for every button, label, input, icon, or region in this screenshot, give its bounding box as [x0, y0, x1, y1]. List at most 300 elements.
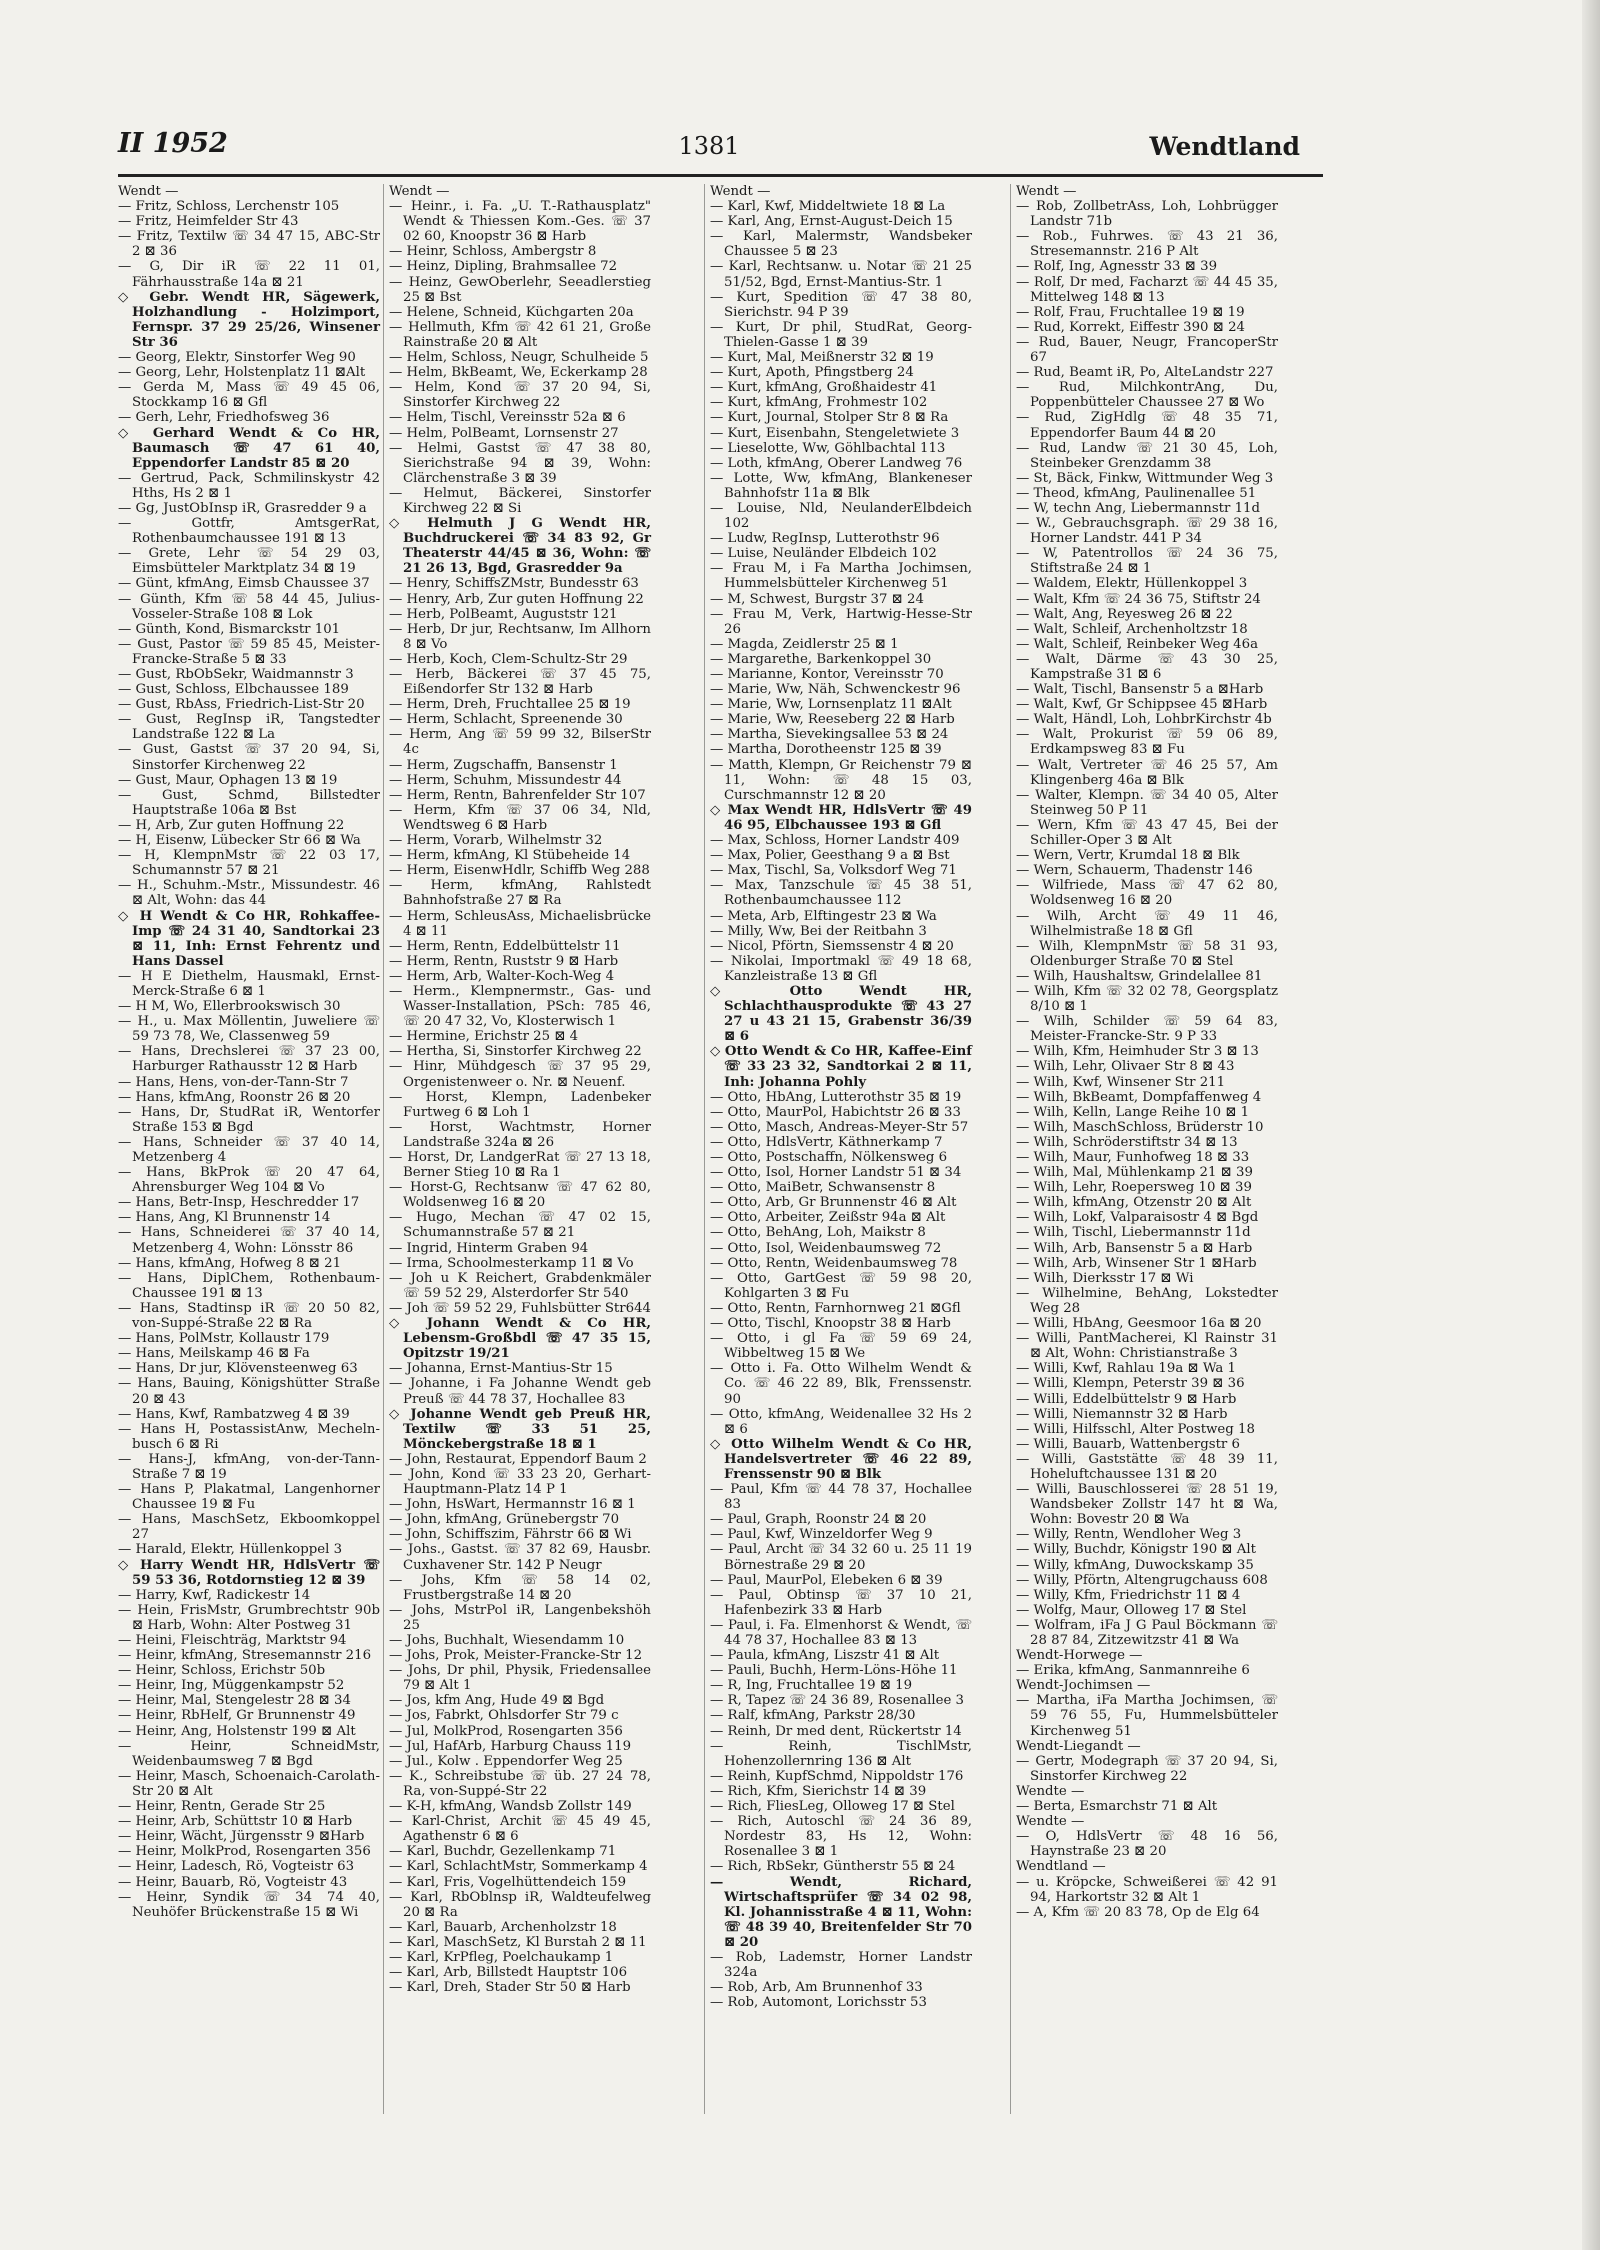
directory-entry: — Heinr, Ang, Holstenstr 199 ⊠ Alt: [118, 1723, 356, 1739]
directory-entry: — Kurt, kfmAng, Großhaidestr 41: [710, 380, 938, 396]
directory-entry: — Walt, Prokurist ☏ 59 06 89, Erdkampsweg 83 ⊠ Fu: [1016, 727, 1278, 758]
directory-entry: — Reinh, TischlMstr, Hohenzollernring 136 ⊠ Alt: [710, 1738, 972, 1769]
directory-entry: — Reinh, Dr med dent, Rückertstr 14: [710, 1723, 962, 1739]
directory-entry: — Paul, MaurPol, Elebeken 6 ⊠ 39: [710, 1572, 943, 1588]
directory-entry: — Karl, Ang, Ernst-August-Deich 15: [710, 214, 953, 230]
directory-entry: — Herm, Vorarb, Wilhelmstr 32: [389, 833, 603, 849]
directory-entry: ◇ Johann Wendt & Co HR, Lebensm-Großbdl ☏ 47 35 15, Opitzstr 19/21: [389, 1316, 651, 1362]
directory-entry: — Hans, kfmAng, Roonstr 26 ⊠ 20: [118, 1089, 351, 1105]
directory-entry: — Paul, Obtinsp ☏ 37 10 21, Hafenbezirk 33 ⊠ Harb: [710, 1587, 972, 1618]
directory-entry: — Heinr, Ladesch, Rö, Vogteistr 63: [118, 1859, 355, 1875]
directory-entry: — John, Schiffszim, Fährstr 66 ⊠ Wi: [389, 1527, 632, 1543]
directory-entry: — Jos, Fabrkt, Ohlsdorfer Str 79 c: [389, 1708, 619, 1724]
directory-entry: — Wilh, Haushaltsw, Grindelallee 81: [1016, 968, 1263, 984]
directory-entry: — Otto, Isol, Weidenbaumsweg 72: [710, 1240, 942, 1256]
directory-entry: — Wilfriede, Mass ☏ 47 62 80, Woldsenweg 16 ⊠ 20: [1016, 878, 1278, 909]
directory-entry: — Wilh, Kwf, Winsener Str 211: [1016, 1074, 1226, 1090]
directory-entry: — Rud, Landw ☏ 21 30 45, Loh, Steinbeker Grenzdamm 38: [1016, 440, 1278, 471]
directory-entry: — Wilh, Lehr, Olivaer Str 8 ⊠ 43: [1016, 1059, 1235, 1075]
directory-entry: — Gust, Schloss, Elbchaussee 189: [118, 682, 349, 698]
directory-entry: — Herm, Ang ☏ 59 99 32, BilserStr 4c: [389, 727, 651, 758]
directory-entry: — Marie, Ww, Lornsenplatz 11 ⊠Alt: [710, 697, 952, 713]
directory-entry: — Gerh, Lehr, Friedhofsweg 36: [118, 410, 330, 426]
directory-entry: Wendt —: [1016, 184, 1077, 199]
directory-entry: — Herm, SchleusAss, Michaelisbrücke 4 ⊠ 11: [389, 908, 651, 939]
directory-entry: — Herm, Rentn, Bahrenfelder Str 107: [389, 787, 646, 803]
directory-entry: — John, HsWart, Hermannstr 16 ⊠ 1: [389, 1497, 636, 1513]
directory-entry: — Milly, Ww, Bei der Reitbahn 3: [710, 923, 927, 939]
directory-entry: — Heinr, Wächt, Jürgensstr 9 ⊠Harb: [118, 1829, 365, 1845]
directory-entry: — Karl, Rechtsanw. u. Notar ☏ 21 25 51/52, Bgd, Ernst-Mantius-Str. 1: [710, 259, 972, 290]
directory-entry: — Jul., Kolw . Eppendorfer Weg 25: [389, 1753, 623, 1769]
directory-entry: — Hans, Bauing, Königshütter Straße 20 ⊠ 43: [118, 1376, 380, 1407]
directory-entry: — Karl, Bauarb, Archenholzstr 18: [389, 1919, 617, 1935]
directory-entry: Wendt —: [389, 184, 450, 199]
directory-entry: — Hermine, Erichstr 25 ⊠ 4: [389, 1029, 579, 1045]
directory-entry: — Helmut, Bäckerei, Sinstorfer Kirchweg 22 ⊠ Si: [389, 485, 651, 516]
directory-entry: — Paul, i. Fa. Elmenhorst & Wendt, ☏ 44 78 37, Hochallee 83 ⊠ 13: [710, 1617, 972, 1648]
directory-entry: — Willi, Bauarb, Wattenbergstr 6: [1016, 1436, 1240, 1452]
directory-entry: — Joh u K Reichert, Grabdenkmäler ☏ 59 52 29, Alsterdorfer Str 540: [389, 1270, 651, 1301]
page-header: [118, 128, 1300, 168]
directory-entry: — Wilh, Kelln, Lange Reihe 10 ⊠ 1: [1016, 1104, 1250, 1120]
directory-entry: — Heinr, Bauarb, Rö, Vogteistr 43: [118, 1874, 348, 1890]
directory-entry: — Paul, Kfm ☏ 44 78 37, Hochallee 83: [710, 1482, 972, 1513]
directory-entry: — Hans, Stadtinsp iR ☏ 20 50 82, von-Suppé-Straße 22 ⊠ Ra: [118, 1300, 380, 1332]
directory-entry: — Herm, kfmAng, Rahlstedt Bahnhofstraße 27 ⊠ Ra: [389, 878, 651, 909]
directory-entry: — Marie, Ww, Reeseberg 22 ⊠ Harb: [710, 712, 955, 728]
directory-entry: — Horst, Dr, LandgerRat ☏ 27 13 18, Berner Stieg 10 ⊠ Ra 1: [389, 1150, 651, 1181]
directory-entry: — Willi, Bauschlosserei ☏ 28 51 19, Wandsbeker Zollstr 147 ht ⊠ Wa, Wohn: Bovestr 20 ⊠ Wa: [1016, 1482, 1278, 1528]
directory-entry: — Luise, Neuländer Elbdeich 102: [710, 546, 937, 562]
directory-entry: — Rud, MilchkontrAng, Du, Poppenbütteler Chaussee 27 ⊠ Wo: [1016, 380, 1278, 411]
directory-entry: — Rob, Arb, Am Brunnenhof 33: [710, 1980, 923, 1996]
directory-entry: — Jul, HafArb, Harburg Chauss 119: [389, 1738, 632, 1754]
directory-entry: — H., u. Max Möllentin, Juweliere ☏ 59 73 78, We, Classenweg 59: [118, 1014, 380, 1045]
directory-entry: — Hans, Drechslerei ☏ 37 23 00, Harburger Rathausstr 12 ⊠ Harb: [118, 1044, 380, 1075]
directory-entry: — Hinr, Mühdgesch ☏ 37 95 29, Orgenistenweer o. Nr. ⊠ Neuenf.: [389, 1059, 651, 1090]
directory-entry: — Henry, Arb, Zur guten Hoffnung 22: [389, 591, 644, 607]
directory-entry: — Otto, HbAng, Lutterothstr 35 ⊠ 19: [710, 1089, 962, 1105]
column-divider: [383, 184, 384, 2114]
directory-entry: — Gg, JustObInsp iR, Grasredder 9 a: [118, 500, 367, 516]
directory-entry: — Wilh, Lokf, Valparaisostr 4 ⊠ Bgd: [1016, 1210, 1259, 1226]
directory-entry: — Rob, Lademstr, Horner Landstr 324a: [710, 1949, 972, 1981]
directory-entry: — Hans-J, kfmAng, von-der-Tann-Straße 7 ⊠ 19: [118, 1451, 380, 1482]
directory-entry: — Karl, MaschSetz, Kl Burstah 2 ⊠ 11: [389, 1934, 647, 1950]
directory-entry: — Wilh, Lehr, Roepersweg 10 ⊠ 39: [1016, 1180, 1252, 1196]
directory-entry: — Ingrid, Hinterm Graben 94: [389, 1240, 589, 1256]
directory-entry: — Gerda M, Mass ☏ 49 45 06, Stockkamp 16 ⊠ Gfl: [118, 380, 380, 411]
directory-column-3: [710, 184, 972, 2010]
directory-entry: — Max, Tanzschule ☏ 45 38 51, Rothenbaumchaussee 112: [710, 878, 972, 909]
directory-entry: — Otto, Rentn, Farnhornweg 21 ⊠Gfl: [710, 1300, 961, 1316]
directory-entry: — Martha, Sievekingsallee 53 ⊠ 24: [710, 727, 949, 743]
directory-entry: — Willy, Kfm, Friedrichstr 11 ⊠ 4: [1016, 1587, 1241, 1603]
directory-entry: — Otto, MaiBetr, Schwansenstr 8: [710, 1180, 936, 1196]
directory-entry: ◇ Gerhard Wendt & Co HR, Baumasch ☏ 47 61 40, Eppendorfer Landstr 85 ⊠ 20: [118, 425, 380, 471]
directory-entry: — Louise, Nld, NeulanderElbdeich 102: [710, 500, 972, 532]
directory-entry: — Willi, HbAng, Geesmoor 16a ⊠ 20: [1016, 1316, 1262, 1332]
directory-entry: — Heinr, MolkProd, Rosengarten 356: [118, 1844, 371, 1860]
directory-entry: — Marianne, Kontor, Vereinsstr 70: [710, 667, 944, 682]
directory-entry: — Heinz, Dipling, Brahmsallee 72: [389, 259, 618, 275]
directory-entry: — Wilh, Arb, Bansenstr 5 a ⊠ Harb: [1016, 1240, 1253, 1256]
directory-entry: — Heinr, Ing, Müggenkampstr 52: [118, 1678, 345, 1694]
directory-entry: — John, kfmAng, Grünebergstr 70: [389, 1512, 620, 1528]
directory-entry: — Karl-Christ, Archit ☏ 45 49 45, Agathenstr 6 ⊠ 6: [389, 1814, 651, 1845]
column-divider: [704, 184, 705, 2114]
directory-entry: — Gertr, Modegraph ☏ 37 20 94, Si, Sinstorfer Kirchweg 22: [1016, 1753, 1278, 1784]
directory-entry: — Hans, PolMstr, Kollaustr 179: [118, 1331, 330, 1347]
directory-entry: — Wilh, MaschSchloss, Brüderstr 10: [1016, 1119, 1264, 1135]
directory-entry: — Kurt, Apoth, Pfingstberg 24: [710, 365, 914, 381]
directory-entry: — H, Eisenw, Lübecker Str 66 ⊠ Wa: [118, 833, 361, 849]
directory-entry: — Gust, RegInsp iR, Tangstedter Landstraße 122 ⊠ La: [118, 712, 380, 743]
header-rule: [118, 174, 1323, 177]
directory-entry: — Wilh, Schröderstiftstr 34 ⊠ 13: [1016, 1134, 1238, 1150]
directory-entry: — Hans, Schneiderei ☏ 37 40 14, Metzenberg 4, Wohn: Lönsstr 86: [118, 1225, 380, 1256]
directory-entry: — Johs, Buchhalt, Wiesendamm 10: [389, 1633, 625, 1648]
directory-entry: — Wilh, Tischl, Liebermannstr 11d: [1016, 1225, 1251, 1241]
directory-entry: — Wolfram, iFa J G Paul Böckmann ☏ 28 87 84, Zitzewitzstr 41 ⊠ Wa: [1016, 1617, 1278, 1648]
directory-entry: — Heinr, Rentn, Gerade Str 25: [118, 1799, 326, 1815]
directory-entry: — Wilh, KlempnMstr ☏ 58 31 93, Oldenburger Straße 70 ⊠ Stel: [1016, 938, 1278, 969]
directory-entry: — Grete, Lehr ☏ 54 29 03, Eimsbütteler Marktplatz 34 ⊠ 19: [118, 546, 380, 577]
directory-entry: — K., Schreibstube ☏ üb. 27 24 78, Ra, von-Suppé-Str 22: [389, 1768, 651, 1799]
directory-entry: — Horst, Wachtmstr, Horner Landstraße 324a ⊠ 26: [389, 1119, 651, 1150]
directory-entry: Wendtland —: [1016, 1859, 1106, 1875]
directory-entry: — Otto, kfmAng, Weidenallee 32 Hs 2 ⊠ 6: [710, 1406, 972, 1437]
directory-entry: — Martha, iFa Martha Jochimsen, ☏ 59 76 55, Fu, Hummelsbütteler Kirchenweg 51: [1016, 1693, 1278, 1739]
directory-entry: — Otto, Arb, Gr Brunnenstr 46 ⊠ Alt: [710, 1195, 957, 1211]
directory-entry: — Willy, Buchdr, Königstr 190 ⊠ Alt: [1016, 1542, 1256, 1558]
directory-entry: — Willi, PantMacherei, Kl Rainstr 31 ⊠ Alt, Wohn: Christianstraße 3: [1016, 1331, 1278, 1362]
directory-entry: — Wilhelmine, BehAng, Lokstedter Weg 28: [1016, 1285, 1278, 1316]
directory-entry: — Herb, Koch, Clem-Schultz-Str 29: [389, 651, 628, 667]
directory-entry: — Karl, Buchdr, Gezellenkamp 71: [389, 1844, 617, 1860]
directory-entry: — Helmi, Gastst ☏ 47 38 80, Sierichstraße 94 ⊠ 39, Wohn: Clärchenstraße 3 ⊠ 39: [389, 440, 651, 486]
page-number: 1381: [678, 132, 740, 160]
directory-entry: — Otto, Postschaffn, Nölkensweg 6: [710, 1150, 948, 1165]
directory-entry: — H E Diethelm, Hausmakl, Ernst-Merck-Straße 6 ⊠ 1: [118, 968, 380, 999]
directory-entry: — Harald, Elektr, Hüllenkoppel 3: [118, 1542, 343, 1558]
directory-entry: — Willi, Kwf, Rahlau 19a ⊠ Wa 1: [1016, 1361, 1236, 1377]
directory-entry: — Nicol, Pförtn, Siemssenstr 4 ⊠ 20: [710, 938, 954, 954]
directory-entry: — H, Arb, Zur guten Hoffnung 22: [118, 817, 345, 833]
directory-entry: — Karl, Kwf, Middeltwiete 18 ⊠ La: [710, 199, 946, 215]
directory-entry: — Herm, Dreh, Fruchtallee 25 ⊠ 19: [389, 697, 631, 713]
directory-entry: — Horst-G, Rechtsanw ☏ 47 62 80, Woldsenweg 16 ⊠ 20: [389, 1180, 651, 1211]
directory-entry: — R, Tapez ☏ 24 36 89, Rosenallee 3: [710, 1693, 965, 1709]
directory-entry: — Herm, Arb, Walter-Koch-Weg 4: [389, 968, 615, 984]
directory-entry: — Lotte, Ww, kfmAng, Blankeneser Bahnhofstr 11a ⊠ Blk: [710, 470, 972, 501]
directory-entry: — Hans, Betr-Insp, Heschredder 17: [118, 1195, 360, 1211]
directory-entry: — Rob, ZollbetrAss, Loh, Lohbrügger Landstr 71b: [1016, 199, 1278, 230]
directory-entry: — Gottfr, AmtsgerRat, Rothenbaumchaussee 191 ⊠ 13: [118, 516, 380, 547]
directory-entry: — Hans, Meilskamp 46 ⊠ Fa: [118, 1346, 310, 1362]
directory-entry: — Meta, Arb, Elftingestr 23 ⊠ Wa: [710, 908, 937, 924]
directory-entry: — Helm, Tischl, Vereinsstr 52a ⊠ 6: [389, 410, 626, 426]
column-divider: [1010, 184, 1011, 2114]
directory-entry: — Hugo, Mechan ☏ 47 02 15, Schumannstraße 57 ⊠ 21: [389, 1210, 651, 1241]
directory-entry: — Herm, Rentn, Eddelbüttelstr 11: [389, 938, 621, 954]
directory-entry: — Günth, Kond, Bismarckstr 101: [118, 621, 341, 637]
directory-entry: — Karl, SchlachtMstr, Sommerkamp 4: [389, 1859, 648, 1875]
directory-entry: — H M, Wo, Ellerbrookswisch 30: [118, 999, 341, 1015]
directory-entry: — Matth, Klempn, Gr Reichenstr 79 ⊠ 11, Wohn: ☏ 48 15 03, Curschmannstr 12 ⊠ 20: [710, 757, 972, 803]
directory-entry: — John, Restaurat, Eppendorf Baum 2: [389, 1451, 647, 1467]
directory-entry: Wendte —: [1016, 1783, 1085, 1799]
directory-entry: — Karl, Arb, Billstedt Hauptstr 106: [389, 1965, 628, 1981]
directory-entry: — Herb, Bäckerei ☏ 37 45 75, Eißendorfer Str 132 ⊠ Harb: [389, 667, 651, 698]
directory-entry: — Heinr, kfmAng, Stresemannstr 216: [118, 1648, 372, 1664]
directory-entry: — Frau M, Verk, Hartwig-Hesse-Str 26: [710, 606, 972, 637]
directory-entry: — Harry, Kwf, Radickestr 14: [118, 1587, 311, 1603]
directory-entry: — Johanna, Ernst-Mantius-Str 15: [389, 1361, 613, 1377]
directory-entry: — Erika, kfmAng, Sanmannreihe 6: [1016, 1663, 1250, 1679]
directory-entry: — Hans, Ang, Kl Brunnenstr 14: [118, 1210, 331, 1226]
directory-entry: — Gertrud, Pack, Schmilinskystr 42 Hths, Hs 2 ⊠ 1: [118, 470, 380, 501]
directory-entry: — Otto, Arbeiter, Zeißstr 94a ⊠ Alt: [710, 1210, 946, 1226]
directory-entry: — Johs, Kfm ☏ 58 14 02, Frustbergstraße 14 ⊠ 20: [389, 1572, 651, 1603]
directory-entry: — Karl, KrPfleg, Poelchaukamp 1: [389, 1949, 614, 1965]
directory-entry: — Heinr, Mal, Stengelestr 28 ⊠ 34: [118, 1693, 351, 1709]
directory-entry: — Ralf, kfmAng, Parkstr 28/30: [710, 1708, 916, 1724]
directory-entry: — Wilh, Archt ☏ 49 11 46, Wilhelmistraße 18 ⊠ Gfl: [1016, 908, 1278, 939]
directory-entry: — Willi, Eddelbüttelstr 9 ⊠ Harb: [1016, 1391, 1237, 1407]
directory-entry: — Otto, Rentn, Weidenbaumsweg 78: [710, 1255, 958, 1271]
directory-entry: — Fritz, Heimfelder Str 43: [118, 214, 299, 230]
directory-entry: — Paula, kfmAng, Liszstr 41 ⊠ Alt: [710, 1648, 940, 1664]
directory-entry: — Rob., Fuhrwes. ☏ 43 21 36, Stresemannstr. 216 P Alt: [1016, 229, 1278, 260]
directory-entry: Wendt-Liegandt —: [1016, 1738, 1141, 1754]
directory-entry: Wendt-Horwege —: [1016, 1648, 1143, 1664]
directory-entry: — Johanne, i Fa Johanne Wendt geb Preuß ☏ 44 78 37, Hochallee 83: [389, 1376, 651, 1407]
running-head: Wendtland: [1149, 132, 1300, 161]
directory-entry: — Otto, GartGest ☏ 59 98 20, Kohlgarten 3 ⊠ Fu: [710, 1270, 972, 1301]
directory-entry: — Frau M, i Fa Martha Jochimsen, Hummelsbütteler Kirchenweg 51: [710, 561, 972, 592]
directory-entry: — W., Gebrauchsgraph. ☏ 29 38 16, Horner Landstr. 441 P 34: [1016, 516, 1278, 547]
directory-entry: — Wern, Vertr, Krumdal 18 ⊠ Blk: [1016, 848, 1240, 864]
directory-entry: — Georg, Lehr, Holstenplatz 11 ⊠Alt: [118, 365, 366, 381]
directory-entry: — Willi, Hilfsschl, Alter Postweg 18: [1016, 1421, 1255, 1437]
directory-entry: — Wern, Schauerm, Thadenstr 146: [1016, 863, 1253, 879]
directory-entry: Wendt —: [118, 184, 179, 199]
directory-entry: Wendte —: [1016, 1814, 1085, 1830]
directory-entry: — Rich, RbSekr, Güntherstr 55 ⊠ 24: [710, 1859, 956, 1875]
directory-entry: — Rud, Bauer, Neugr, FrancoperStr 67: [1016, 334, 1278, 366]
directory-entry: — Gust, RbAss, Friedrich-List-Str 20: [118, 697, 365, 713]
directory-entry: — Wilh, Kfm, Heimhuder Str 3 ⊠ 13: [1016, 1044, 1259, 1060]
directory-entry: — Herm, Schlacht, Spreenende 30: [389, 712, 623, 728]
page-edge-shadow: [1582, 0, 1600, 2250]
directory-entry: — Otto, Isol, Horner Landstr 51 ⊠ 34: [710, 1165, 962, 1181]
directory-entry: — Kurt, Mal, Meißnerstr 32 ⊠ 19: [710, 350, 934, 366]
directory-entry: — Loth, kfmAng, Oberer Landweg 76: [710, 455, 963, 471]
directory-entry: ◇ Max Wendt HR, HdlsVertr ☏ 49 46 95, Elbchaussee 193 ⊠ Gfl: [710, 802, 972, 833]
directory-column-1: [118, 184, 380, 1920]
directory-entry: — Herm, Kfm ☏ 37 06 34, Nld, Wendtsweg 6 ⊠ Harb: [389, 802, 651, 833]
directory-entry: — Willi, Niemannstr 32 ⊠ Harb: [1016, 1406, 1228, 1422]
directory-entry: — Walt, Tischl, Bansenstr 5 a ⊠Harb: [1016, 682, 1264, 698]
directory-entry: — Herm, Schuhm, Missundestr 44: [389, 772, 622, 788]
directory-entry: — Gust, RbObSekr, Waidmannstr 3: [118, 667, 354, 682]
directory-entry: — Wolfg, Maur, Olloweg 17 ⊠ Stel: [1016, 1602, 1247, 1618]
directory-entry: — Horst, Klempn, Ladenbeker Furtweg 6 ⊠ Loh 1: [389, 1089, 651, 1120]
directory-entry: — Otto, BehAng, Loh, Maikstr 8: [710, 1225, 926, 1241]
directory-entry: — Hans, kfmAng, Hofweg 8 ⊠ 21: [118, 1255, 342, 1271]
directory-entry: — Kurt, kfmAng, Frohmestr 102: [710, 395, 928, 411]
directory-entry: — Walt, Ang, Reyesweg 26 ⊠ 22: [1016, 606, 1233, 622]
directory-entry: — Walt, Vertreter ☏ 46 25 57, Am Klingenberg 46a ⊠ Blk: [1016, 757, 1278, 788]
directory-entry: — Herm, kfmAng, Kl Stübeheide 14: [389, 848, 631, 864]
directory-entry: — Rolf, Frau, Fruchtallee 19 ⊠ 19: [1016, 304, 1245, 320]
directory-entry: — Max, Schloss, Horner Landstr 409: [710, 833, 960, 849]
directory-entry: — Hans, Hens, von-der-Tann-Str 7: [118, 1074, 349, 1090]
directory-entry: — Rud, ZigHdlg ☏ 48 35 71, Eppendorfer Baum 44 ⊠ 20: [1016, 410, 1278, 441]
directory-entry: — Fritz, Textilw ☏ 34 47 15, ABC-Str 2 ⊠ 36: [118, 229, 380, 260]
directory-entry: — Rud, Korrekt, Eiffestr 390 ⊠ 24: [1016, 319, 1246, 335]
directory-entry: — Helm, BkBeamt, We, Eckerkamp 28: [389, 365, 648, 381]
directory-entry: — Heinr., i. Fa. „U. T.-Rathausplatz" Wendt & Thiessen Kom.-Ges. ☏ 37 02 60, Knoopstr 36 ⊠ Harb: [389, 199, 651, 245]
directory-entry: — Willy, Rentn, Wendloher Weg 3: [1016, 1527, 1242, 1543]
directory-entry: ◇ Johanne Wendt geb Preuß HR, Textilw ☏ 33 51 25, Mönckebergstraße 18 ⊠ 1: [389, 1406, 651, 1452]
directory-entry: — Heinr, Arb, Schüttstr 10 ⊠ Harb: [118, 1814, 353, 1830]
directory-entry: — Margarethe, Barkenkoppel 30: [710, 651, 932, 667]
directory-entry: — Ludw, RegInsp, Lutterothstr 96: [710, 531, 940, 547]
directory-entry: — Hans, DiplChem, Rothenbaum-Chaussee 191 ⊠ 13: [118, 1270, 380, 1301]
directory-entry: — Otto, i gl Fa ☏ 59 69 24, Wibbeltweg 15 ⊠ We: [710, 1331, 972, 1362]
directory-entry: — M, Schwest, Burgstr 37 ⊠ 24: [710, 591, 924, 607]
directory-entry: — Otto, Masch, Andreas-Meyer-Str 57: [710, 1119, 969, 1135]
directory-entry: — St, Bäck, Finkw, Wittmunder Weg 3: [1016, 470, 1274, 486]
directory-entry: — Willi, Gaststätte ☏ 48 39 11, Hoheluftchaussee 131 ⊠ 20: [1016, 1451, 1278, 1482]
directory-entry: — Walt, Schleif, Archenholtzstr 18: [1016, 621, 1248, 637]
directory-entry: — Otto, Tischl, Knoopstr 38 ⊠ Harb: [710, 1316, 951, 1332]
directory-entry: — R, Ing, Fruchtallee 19 ⊠ 19: [710, 1678, 913, 1694]
directory-entry: — Wilh, BkBeamt, Dompfaffenweg 4: [1016, 1089, 1262, 1105]
directory-entry: — Willy, kfmAng, Duwockskamp 35: [1016, 1557, 1254, 1573]
directory-entry: — Helm, Kond ☏ 37 20 94, Si, Sinstorfer Kirchweg 22: [389, 380, 651, 411]
directory-entry: — Heinr, Syndik ☏ 34 74 40, Neuhöfer Brückenstraße 15 ⊠ Wi: [118, 1889, 380, 1920]
directory-entry: — Johs, MstrPol iR, Langenbekshöh 25: [389, 1602, 651, 1633]
directory-entry: — Heinr, Schloss, Erichstr 50b: [118, 1663, 326, 1679]
directory-entry: — Helene, Schneid, Küchgarten 20a: [389, 304, 634, 320]
directory-entry: — Heinr, Masch, Schoenaich-Carolath-Str 20 ⊠ Alt: [118, 1768, 380, 1799]
directory-entry: — Hans, Kwf, Rambatzweg 4 ⊠ 39: [118, 1406, 350, 1422]
directory-entry: — Walt, Kfm ☏ 24 36 75, Stiftstr 24: [1016, 591, 1261, 607]
directory-entry: — Jos, kfm Ang, Hude 49 ⊠ Bgd: [389, 1693, 605, 1709]
directory-entry: — Walt, Därme ☏ 43 30 25, Kampstraße 31 ⊠ 6: [1016, 651, 1278, 682]
directory-entry: — Hein, FrisMstr, Grumbrechtstr 90b ⊠ Harb, Wohn: Alter Postweg 31: [118, 1602, 380, 1633]
directory-entry: — W, techn Ang, Liebermannstr 11d: [1016, 500, 1260, 516]
directory-entry: — Wendt, Richard, Wirtschaftsprüfer ☏ 34 02 98, Kl. Johannisstraße 4 ⊠ 11, Wohn: ☏ 48 39 40, Breitenfelder Str 70 ⊠ 20: [710, 1874, 972, 1950]
directory-entry: — Martha, Dorotheenstr 125 ⊠ 39: [710, 742, 942, 758]
directory-entry: — Rich, FliesLeg, Olloweg 17 ⊠ Stel: [710, 1799, 955, 1815]
directory-entry: — Wilh, Schilder ☏ 59 64 83, Meister-Francke-Str. 9 P 33: [1016, 1014, 1278, 1045]
directory-entry: — Johs., Gastst. ☏ 37 82 69, Hausbr. Cuxhavener Str. 142 P Neugr: [389, 1542, 651, 1573]
directory-entry: — Rolf, Ing, Agnesstr 33 ⊠ 39: [1016, 259, 1218, 275]
directory-entry: — Kurt, Dr phil, StudRat, Georg-Thielen-Gasse 1 ⊠ 39: [710, 319, 972, 350]
directory-entry: ◇ Harry Wendt HR, HdlsVertr ☏ 59 53 36, Rotdornstieg 12 ⊠ 39: [118, 1557, 380, 1588]
directory-entry: — Theod, kfmAng, Paulinenallee 51: [1016, 485, 1257, 501]
directory-entry: — Gust, Pastor ☏ 59 85 45, Meister-Francke-Straße 5 ⊠ 33: [118, 636, 380, 667]
directory-entry: — Wilh, Dierksstr 17 ⊠ Wi: [1016, 1270, 1194, 1286]
directory-entry: — Herb, Dr jur, Rechtsanw, Im Allhorn 8 ⊠ Vo: [389, 621, 651, 652]
directory-entry: — G, Dir iR ☏ 22 11 01, Fährhausstraße 14a ⊠ 21: [118, 259, 380, 290]
directory-entry: — Karl, RbOblnsp iR, Waldteufelweg 20 ⊠ Ra: [389, 1889, 651, 1920]
directory-entry: — Rolf, Dr med, Facharzt ☏ 44 45 35, Mittelweg 148 ⊠ 13: [1016, 274, 1278, 305]
directory-entry: — Helm, PolBeamt, Lornsenstr 27: [389, 425, 619, 441]
directory-entry: — Jul, MolkProd, Rosengarten 356: [389, 1723, 623, 1739]
directory-entry: — Helm, Schloss, Neugr, Schulheide 5: [389, 350, 649, 366]
directory-entry: — Fritz, Schloss, Lerchenstr 105: [118, 199, 340, 215]
directory-entry: — Max, Tischl, Sa, Volksdorf Weg 71: [710, 863, 957, 879]
directory-entry: — Gust, Schmd, Billstedter Hauptstraße 106a ⊠ Bst: [118, 787, 380, 818]
directory-entry: ◇ H Wendt & Co HR, Rohkaffee-Imp ☏ 24 31 40, Sandtorkai 23 ⊠ 11, Inh: Ernst Fehrentz und Hans Dassel: [118, 908, 380, 969]
directory-entry: — Hans, Dr jur, Klövensteenweg 63: [118, 1361, 358, 1377]
directory-entry: — Walt, Schleif, Reinbeker Weg 46a: [1016, 636, 1259, 652]
directory-entry: — Waldem, Elektr, Hüllenkoppel 3: [1016, 576, 1248, 592]
directory-entry: — Irma, Schoolmesterkamp 11 ⊠ Vo: [389, 1255, 634, 1271]
directory-entry: — Paul, Graph, Roonstr 24 ⊠ 20: [710, 1512, 927, 1528]
directory-entry: — Lieselotte, Ww, Göhlbachtal 113: [710, 440, 946, 456]
directory-entry: — Hans H, PostassistAnw, Mecheln-busch 6 ⊠ Ri: [118, 1421, 380, 1452]
directory-entry: — Wilh, Maur, Funhofweg 18 ⊠ 33: [1016, 1150, 1250, 1165]
directory-entry: — Wilh, Kfm ☏ 32 02 78, Georgsplatz 8/10 ⊠ 1: [1016, 983, 1278, 1015]
directory-entry: — Heini, Fleischträg, Marktstr 94: [118, 1633, 347, 1648]
directory-entry: — Walt, Händl, Loh, LohbrKirchstr 4b: [1016, 712, 1272, 728]
directory-entry: — u. Kröpcke, Schweißerei ☏ 42 91 94, Harkortstr 32 ⊠ Alt 1: [1016, 1874, 1278, 1905]
directory-entry: — Herm, Rentn, Ruststr 9 ⊠ Harb: [389, 953, 619, 969]
directory-entry: — Gust, Maur, Ophagen 13 ⊠ 19: [118, 772, 338, 788]
directory-entry: — Heinr, RbHelf, Gr Brunnenstr 49: [118, 1708, 356, 1724]
directory-entry: — John, Kond ☏ 33 23 20, Gerhart-Hauptmann-Platz 14 P 1: [389, 1466, 651, 1498]
directory-entry: — Herb, PolBeamt, Auguststr 121: [389, 606, 618, 622]
directory-entry: — Georg, Elektr, Sinstorfer Weg 90: [118, 350, 356, 366]
directory-entry: — Otto, MaurPol, Habichtstr 26 ⊠ 33: [710, 1104, 961, 1120]
directory-entry: — Max, Polier, Geesthang 9 a ⊠ Bst: [710, 848, 950, 864]
directory-entry: — Herm., Klempnermstr., Gas- und Wasser-Installation, PSch: 785 46, ☏ 20 47 32, Vo, Klosterwisch 1: [389, 983, 651, 1030]
directory-entry: — Kurt, Eisenbahn, Stengeletwiete 3: [710, 425, 960, 441]
directory-entry: — Willi, Klempn, Peterstr 39 ⊠ 36: [1016, 1376, 1245, 1392]
directory-entry: — Walter, Klempn. ☏ 34 40 05, Alter Steinweg 50 P 11: [1016, 787, 1278, 818]
directory-entry: — Nikolai, Importmakl ☏ 49 18 68, Kanzleistraße 13 ⊠ Gfl: [710, 953, 972, 984]
directory-entry: — Marie, Ww, Näh, Schwenckestr 96: [710, 682, 961, 698]
directory-entry: — Johs, Prok, Meister-Francke-Str 12: [389, 1648, 643, 1664]
directory-entry: — Hans, BkProk ☏ 20 47 64, Ahrensburger Weg 104 ⊠ Vo: [118, 1165, 380, 1196]
directory-entry: — Rich, Autoschl ☏ 24 36 89, Nordestr 83, Hs 12, Wohn: Rosenallee 3 ⊠ 1: [710, 1814, 972, 1860]
directory-entry: — Paul, Kwf, Winzeldorfer Weg 9: [710, 1527, 933, 1543]
directory-entry: — Günth, Kfm ☏ 58 44 45, Julius-Vosseler-Straße 108 ⊠ Lok: [118, 591, 380, 622]
directory-entry: — Henry, SchiffsZMstr, Bundesstr 63: [389, 576, 639, 592]
directory-entry: — Karl, Fris, Vogelhüttendeich 159: [389, 1874, 627, 1890]
directory-entry: — O, HdlsVertr ☏ 48 16 56, Haynstraße 23 ⊠ 20: [1016, 1829, 1278, 1860]
directory-entry: ◇ Otto Wendt & Co HR, Kaffee-Einf ☏ 33 23 32, Sandtorkai 2 ⊠ 11, Inh: Johanna Pohly: [710, 1044, 972, 1090]
directory-entry: — Johs, Dr phil, Physik, Friedensallee 79 ⊠ Alt 1: [389, 1663, 651, 1694]
directory-entry: — H, KlempnMstr ☏ 22 03 17, Schumannstr 57 ⊠ 21: [118, 848, 380, 879]
directory-entry: — Karl, Malermstr, Wandsbeker Chaussee 5 ⊠ 23: [710, 229, 972, 260]
directory-entry: — W, Patentrollos ☏ 24 36 75, Stiftstraße 24 ⊠ 1: [1016, 546, 1278, 577]
directory-entry: — Rob, Automont, Lorichsstr 53: [710, 1995, 927, 2011]
directory-entry: — Kurt, Spedition ☏ 47 38 80, Sierichstr. 94 P 39: [710, 289, 972, 320]
directory-entry: — Hans, Schneider ☏ 37 40 14, Metzenberg 4: [118, 1134, 380, 1165]
directory-entry: — Karl, Dreh, Stader Str 50 ⊠ Harb: [389, 1980, 631, 1996]
directory-entry: — H., Schuhm.-Mstr., Missundestr. 46 ⊠ Alt, Wohn: das 44: [118, 878, 380, 909]
directory-entry: — Wilh, kfmAng, Otzenstr 20 ⊠ Alt: [1016, 1195, 1252, 1211]
directory-entry: Wendt —: [710, 184, 771, 199]
